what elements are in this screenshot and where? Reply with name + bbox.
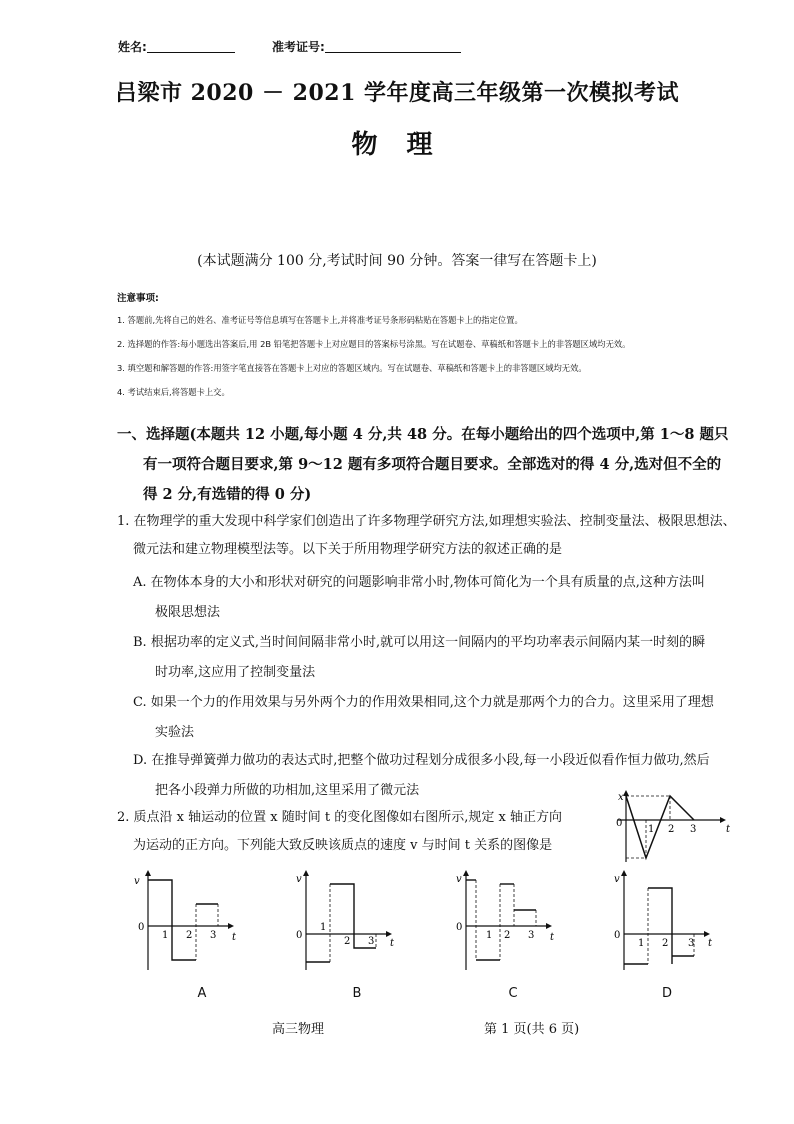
exam-title: 吕梁市 2020 － 2021 学年度高三年级第一次模拟考试 <box>114 80 680 106</box>
c-t-axis-label: t <box>550 932 555 943</box>
section-line-1: 一、选择题(本题共 12 小题,每小题 4 分,共 48 分。在每小题给出的四个选项中,第 1～8 题只 <box>117 426 729 443</box>
x-t-graph <box>610 790 730 870</box>
note-item-4: 4. 考试结束后,将答题卡上交。 <box>117 387 230 397</box>
question-1-option-c <box>133 688 714 748</box>
question-1-option-a <box>133 568 705 628</box>
question-1-stem <box>117 508 736 564</box>
question-1-line-1: 1. 在物理学的重大发现中科学家们创造出了许多物理学研究方法,如理想实验法、控制变量法、极限思想法、 <box>117 514 736 529</box>
a-v-axis-label: v <box>134 876 140 887</box>
a-tick-1: 1 <box>162 930 169 941</box>
c-v-axis-label: v <box>456 874 462 885</box>
option-b-line-2: 时功率,这应用了控制变量法 <box>155 665 316 680</box>
option-c-line-2: 实验法 <box>155 725 195 740</box>
option-label-b: B <box>352 986 362 1001</box>
section-line-3: 得 2 分,有选错的得 0 分) <box>143 486 312 503</box>
question-1-option-b <box>133 628 705 688</box>
question-2-stem <box>117 804 562 860</box>
d-t-axis-label: t <box>708 938 713 949</box>
d-tick-2: 2 <box>662 938 669 949</box>
footer-subject: 高三物理 <box>272 1022 325 1037</box>
question-1-line-2: 微元法和建立物理模型法等。以下关于所用物理学研究方法的叙述正确的是 <box>133 542 563 557</box>
v-t-graph-a <box>132 868 242 976</box>
tick-1-label: 1 <box>648 824 655 835</box>
b-origin-label: 0 <box>296 930 303 941</box>
tick-2-label: 2 <box>668 824 675 835</box>
d-tick-3: 3 <box>688 938 695 949</box>
a-tick-3: 3 <box>210 930 217 941</box>
b-tick-2: 2 <box>344 936 351 947</box>
name-label: 姓名: <box>118 40 147 54</box>
option-b-line-1: B. 根据功率的定义式,当时间间隔非常小时,就可以用这一间隔内的平均功率表示间隔内某一时刻的瞬 <box>133 635 706 650</box>
a-tick-2: 2 <box>186 930 193 941</box>
t-axis-label: t <box>726 824 730 835</box>
option-label-a: A <box>197 986 207 1001</box>
exam-number-field <box>272 38 461 55</box>
d-v-axis-label: v <box>614 874 620 885</box>
exam-number-label: 准考证号: <box>272 40 325 54</box>
notes-title: 注意事项: <box>117 293 159 304</box>
c-tick-2: 2 <box>504 930 511 941</box>
tick-3-label: 3 <box>690 824 697 835</box>
note-item-2: 2. 选择题的作答:每小题选出答案后,用 2B 铅笔把答题卡上对应题目的答案标号涂黑。写在试题卷、草稿纸和答题卡上的非答题区域均无效。 <box>117 339 631 349</box>
v-t-graph-d <box>608 868 718 976</box>
option-c-line-1: C. 如果一个力的作用效果与另外两个力的作用效果相同,这个力就是那两个力的合力。这里采用了理想 <box>133 695 714 710</box>
v-t-graph-b <box>290 868 400 976</box>
note-item-1: 1. 答题前,先将自己的姓名、准考证号等信息填写在答题卡上,并将准考证号条形码粘贴在答题卡上的指定位置。 <box>117 315 523 325</box>
c-tick-3: 3 <box>528 930 535 941</box>
origin-label: 0 <box>616 818 623 829</box>
c-origin-label: 0 <box>456 922 463 933</box>
d-origin-label: 0 <box>614 930 621 941</box>
x-axis-label: x <box>618 792 624 803</box>
b-tick-3: 3 <box>368 936 375 947</box>
exam-info: (本试题满分 100 分,考试时间 90 分钟。答案一律写在答题卡上) <box>197 253 597 269</box>
name-blank <box>147 40 235 53</box>
note-item-3: 3. 填空题和解答题的作答:用签字笔直接答在答题卡上对应的答题区域内。写在试题卷、草稿纸和答题卡上的非答题区域均无效。 <box>117 363 587 373</box>
v-t-graph-c <box>450 868 560 976</box>
question-2-line-2: 为运动的正方向。下列能大致反映该质点的速度 v 与时间 t 关系的图像是 <box>133 838 553 853</box>
question-2-line-1: 2. 质点沿 x 轴运动的位置 x 随时间 t 的变化图像如右图所示,规定 x 轴正方向 <box>117 810 562 825</box>
option-d-line-2: 把各小段弹力所做的功相加,这里采用了微元法 <box>155 783 420 798</box>
b-t-axis-label: t <box>390 938 395 949</box>
a-origin-label: 0 <box>138 922 145 933</box>
footer-page-number: 第 1 页(共 6 页) <box>484 1022 580 1037</box>
b-tick-1: 1 <box>320 922 327 933</box>
section-line-2: 有一项符合题目要求,第 9～12 题有多项符合题目要求。全部选对的得 4 分,选对但不全的 <box>143 456 722 473</box>
option-a-line-2: 极限思想法 <box>155 605 221 620</box>
subject-title: 物 理 <box>351 130 443 160</box>
option-d-line-1: D. 在推导弹簧弹力做功的表达式时,把整个做功过程划分成很多小段,每一小段近似看作恒力做功,然后 <box>133 753 710 768</box>
option-a-line-1: A. 在物体本身的大小和形状对研究的问题影响非常小时,物体可简化为一个具有质量的点,这种方法叫 <box>133 575 705 590</box>
a-t-axis-label: t <box>232 932 237 943</box>
option-label-d: D <box>661 986 672 1001</box>
option-label-c: C <box>508 986 518 1001</box>
d-tick-1: 1 <box>638 938 645 949</box>
name-field <box>118 38 235 55</box>
b-v-axis-label: v <box>296 874 302 885</box>
section-choice-instructions <box>117 420 737 510</box>
exam-number-blank <box>325 40 461 53</box>
c-tick-1: 1 <box>486 930 493 941</box>
